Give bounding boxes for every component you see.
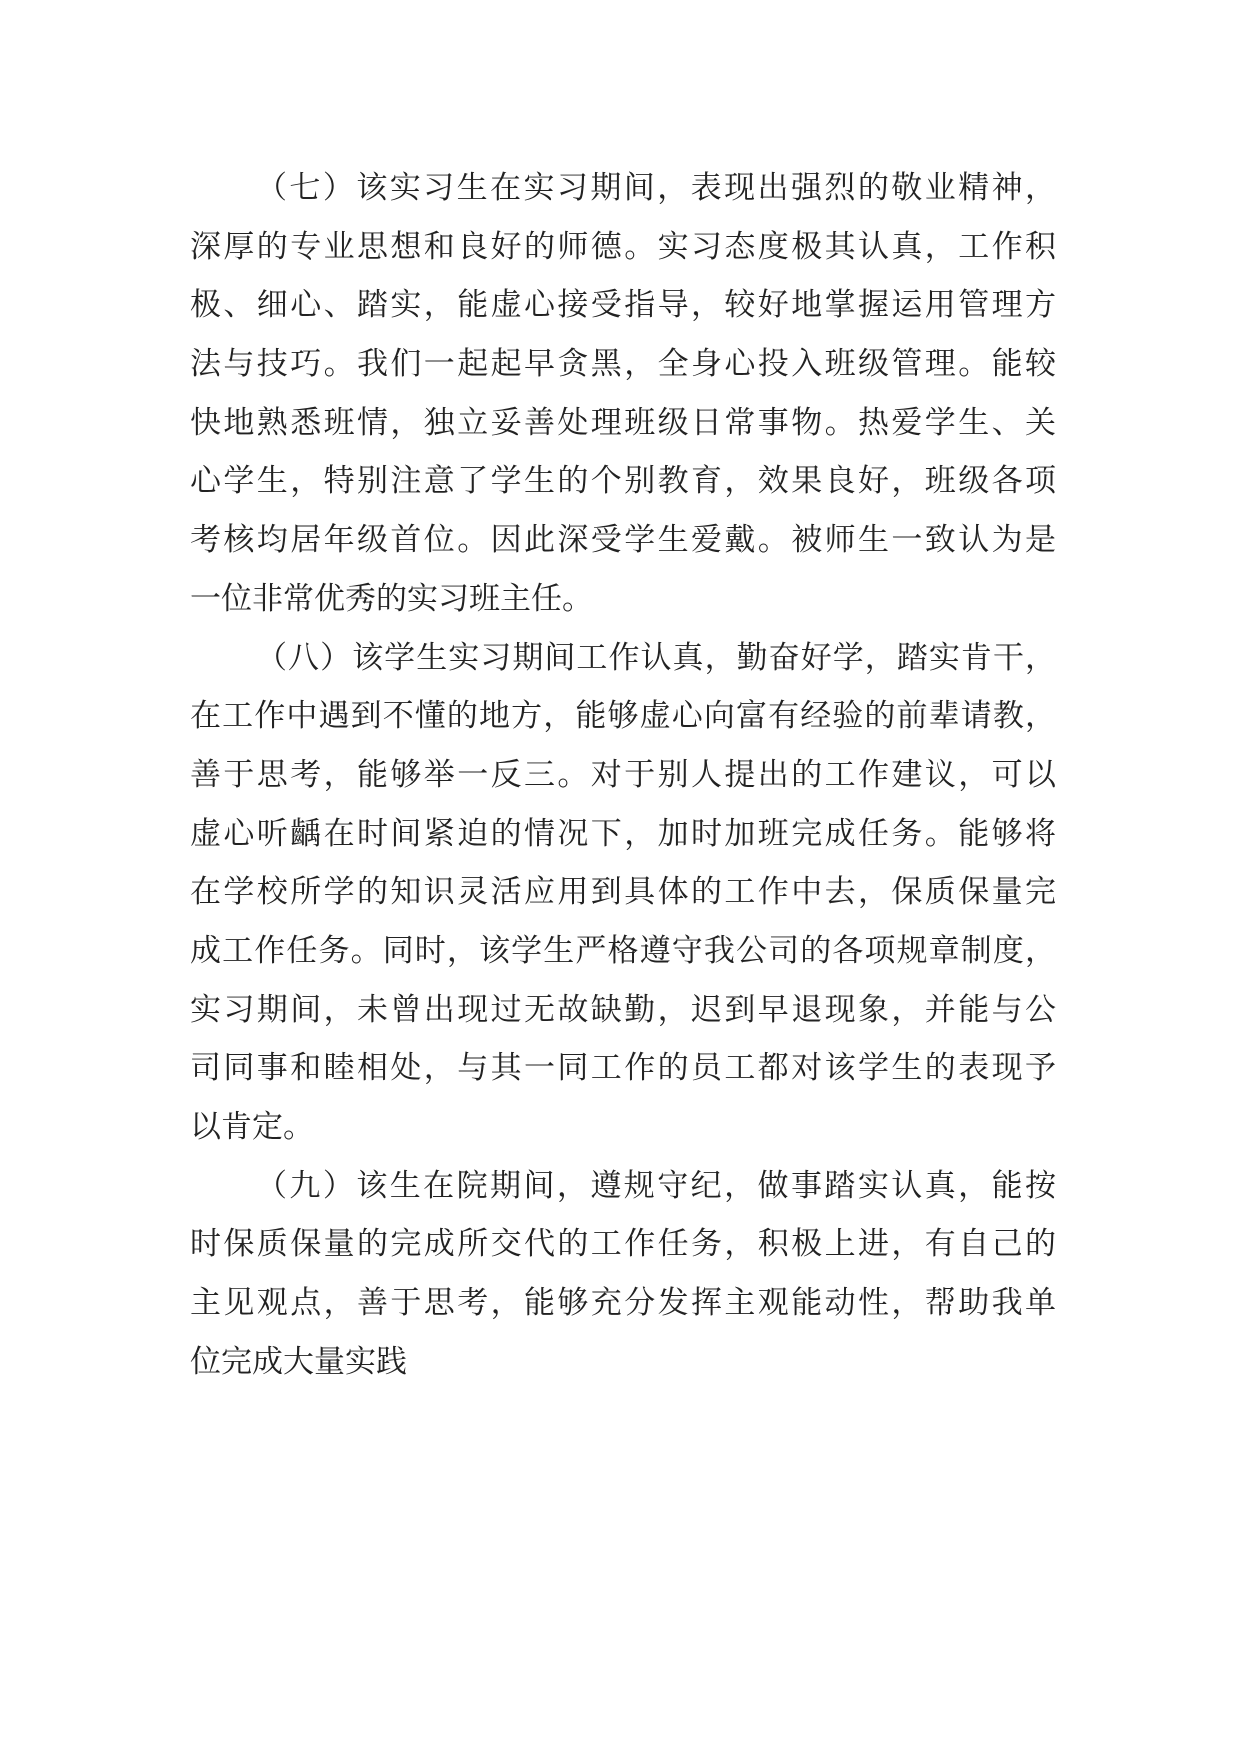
text-line: （八）该学生实习期间工作认真，勤奋好学，踏实肯干， xyxy=(256,639,1056,676)
text-line: 在工作中遇到不懂的地方，能够虚心向富有经验的前辈请教， xyxy=(190,698,1056,735)
document-body xyxy=(190,159,1056,1391)
text-line: （七）该实习生在实习期间，表现出强烈的敬业精神， xyxy=(256,170,1056,206)
text-line: 成工作任务。同时，该学生严格遵守我公司的各项规章制度， xyxy=(190,932,1056,969)
text-line: 主见观点，善于思考，能够充分发挥主观能动性，帮助我单 xyxy=(190,1285,1056,1322)
text-line: 法与技巧。我们一起起早贪黑，全身心投入班级管理。能较 xyxy=(190,346,1056,383)
paragraph-7 xyxy=(190,159,1056,629)
text-line: 司同事和睦相处，与其一同工作的员工都对该学生的表现予 xyxy=(190,1050,1056,1087)
text-line: （九）该生在院期间，遵规守纪，做事踏实认真，能按 xyxy=(256,1167,1056,1204)
paragraph-8 xyxy=(190,629,1056,1157)
text-line: 虚心听齲在时间紧迫的情况下，加时加班完成任务。能够将 xyxy=(190,815,1056,852)
text-line: 心学生，特别注意了学生的个别教育，效果良好，班级各项 xyxy=(190,463,1056,500)
text-line: 在学校所学的知识灵活应用到具体的工作中去，保质保量完 xyxy=(190,874,1056,911)
text-line: 以肯定。 xyxy=(190,1109,314,1145)
text-line: 善于思考，能够举一反三。对于别人提出的工作建议，可以 xyxy=(190,756,1056,793)
text-line: 极、细心、踏实，能虚心接受指导，较好地掌握运用管理方 xyxy=(190,287,1056,324)
text-line: 快地熟悉班情，独立妥善处理班级日常事物。热爱学生、关 xyxy=(190,404,1056,441)
text-line: 实习期间，未曾出现过无故缺勤，迟到早退现象，并能与公 xyxy=(190,991,1056,1028)
text-line: 时保质保量的完成所交代的工作任务，积极上进，有自己的 xyxy=(190,1226,1056,1263)
text-line: 位完成大量实践 xyxy=(190,1343,407,1380)
text-line: 考核均居年级首位。因此深受学生爱戴。被师生一致认为是 xyxy=(190,522,1056,559)
text-line: 一位非常优秀的实习班主任。 xyxy=(190,580,593,617)
paragraph-9 xyxy=(190,1157,1056,1392)
text-line: 深厚的专业思想和良好的师德。实习态度极其认真，工作积 xyxy=(190,228,1056,265)
